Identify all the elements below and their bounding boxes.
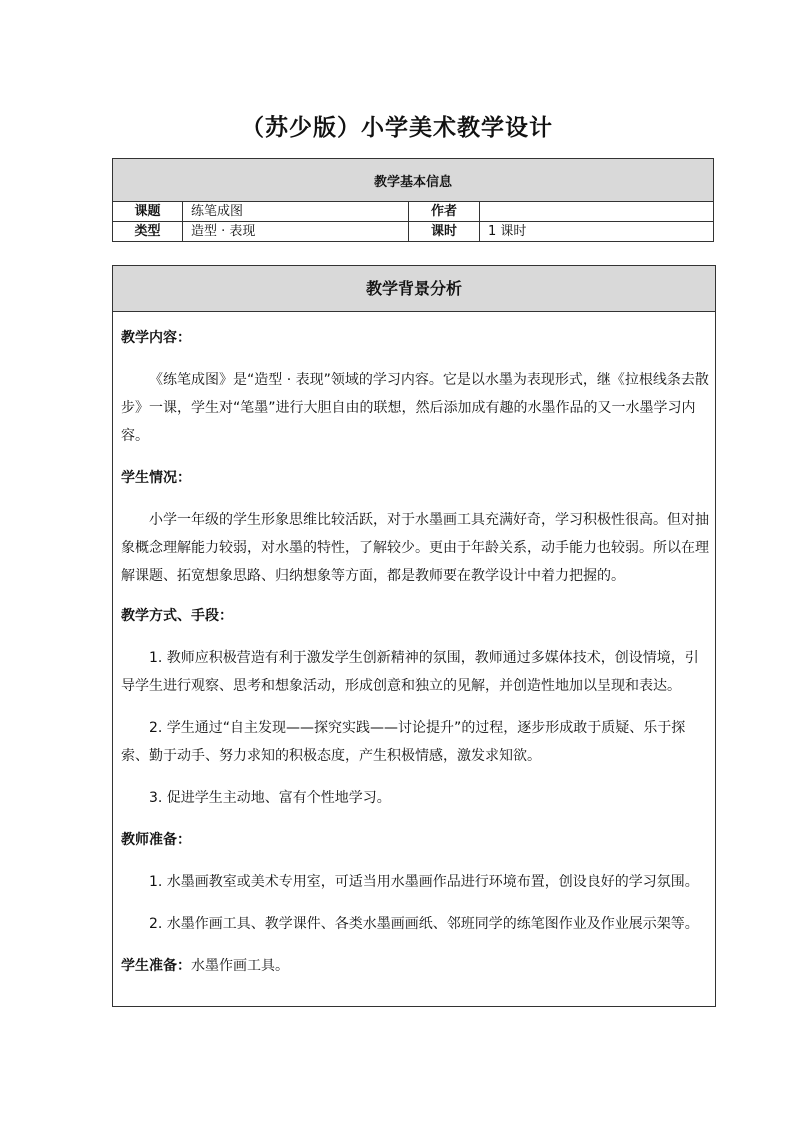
topic-label: 课题	[113, 202, 183, 222]
method-item: 2. 学生通过“自主发现——探究实践——讨论提升”的过程，逐步形成敢于质疑、乐于探索、勤于动手、努力求知的积极态度，产生积极情感，激发求知欲。	[121, 720, 686, 764]
background-content	[113, 324, 715, 980]
content-paragraph: 《练笔成图》是“造型 · 表现”领域的学习内容。它是以水墨为表现形式，继《拉根线条去散步》一课，学生对“笔墨”进行大胆自由的联想，然后添加成有趣的水墨作品的又一水墨学习内容。	[121, 372, 709, 444]
type-label: 类型	[113, 222, 183, 242]
method-heading: 教学方式、手段：	[121, 608, 233, 624]
teacher-prep-heading: 教师准备：	[121, 832, 191, 848]
author-value	[480, 202, 714, 222]
background-analysis-header: 教学背景分析	[113, 266, 715, 312]
author-label: 作者	[409, 202, 480, 222]
teacher-prep-item: 1. 水墨画教室或美术专用室，可适当用水墨画作品进行环境布置，创设良好的学习氛围。	[149, 874, 699, 890]
type-value: 造型 · 表现	[183, 222, 409, 242]
basic-info-header: 教学基本信息	[113, 159, 714, 202]
student-prep-text: 水墨作画工具。	[191, 958, 289, 974]
student-paragraph: 小学一年级的学生形象思维比较活跃，对于水墨画工具充满好奇，学习积极性很高。但对抽象概念理解能力较弱，对水墨的特性，了解较少。更由于年龄关系，动手能力也较弱。所以在理解课题、拓宽想象思路、归纳想象等方面，都是教师要在教学设计中着力把握的。	[121, 512, 709, 584]
student-prep-line	[121, 952, 709, 980]
content-heading: 教学内容：	[121, 330, 191, 346]
method-item: 1. 教师应积极营造有利于激发学生创新精神的氛围，教师通过多媒体技术，创设情境，引导学生进行观察、思考和想象活动，形成创意和独立的见解，并创造性地加以呈现和表达。	[121, 650, 699, 694]
hours-value: 1 课时	[480, 222, 714, 242]
teacher-prep-item: 2. 水墨作画工具、教学课件、各类水墨画画纸、邻班同学的练笔图作业及作业展示架等。	[149, 916, 699, 932]
background-analysis-box	[112, 265, 716, 1007]
hours-label: 课时	[409, 222, 480, 242]
topic-value: 练笔成图	[183, 202, 409, 222]
method-item: 3. 促进学生主动地、富有个性地学习。	[149, 790, 391, 806]
page-title: （苏少版）小学美术教学设计	[241, 115, 553, 141]
basic-info-table	[112, 158, 714, 242]
student-prep-heading: 学生准备：	[121, 958, 191, 974]
student-heading: 学生情况：	[121, 470, 191, 486]
